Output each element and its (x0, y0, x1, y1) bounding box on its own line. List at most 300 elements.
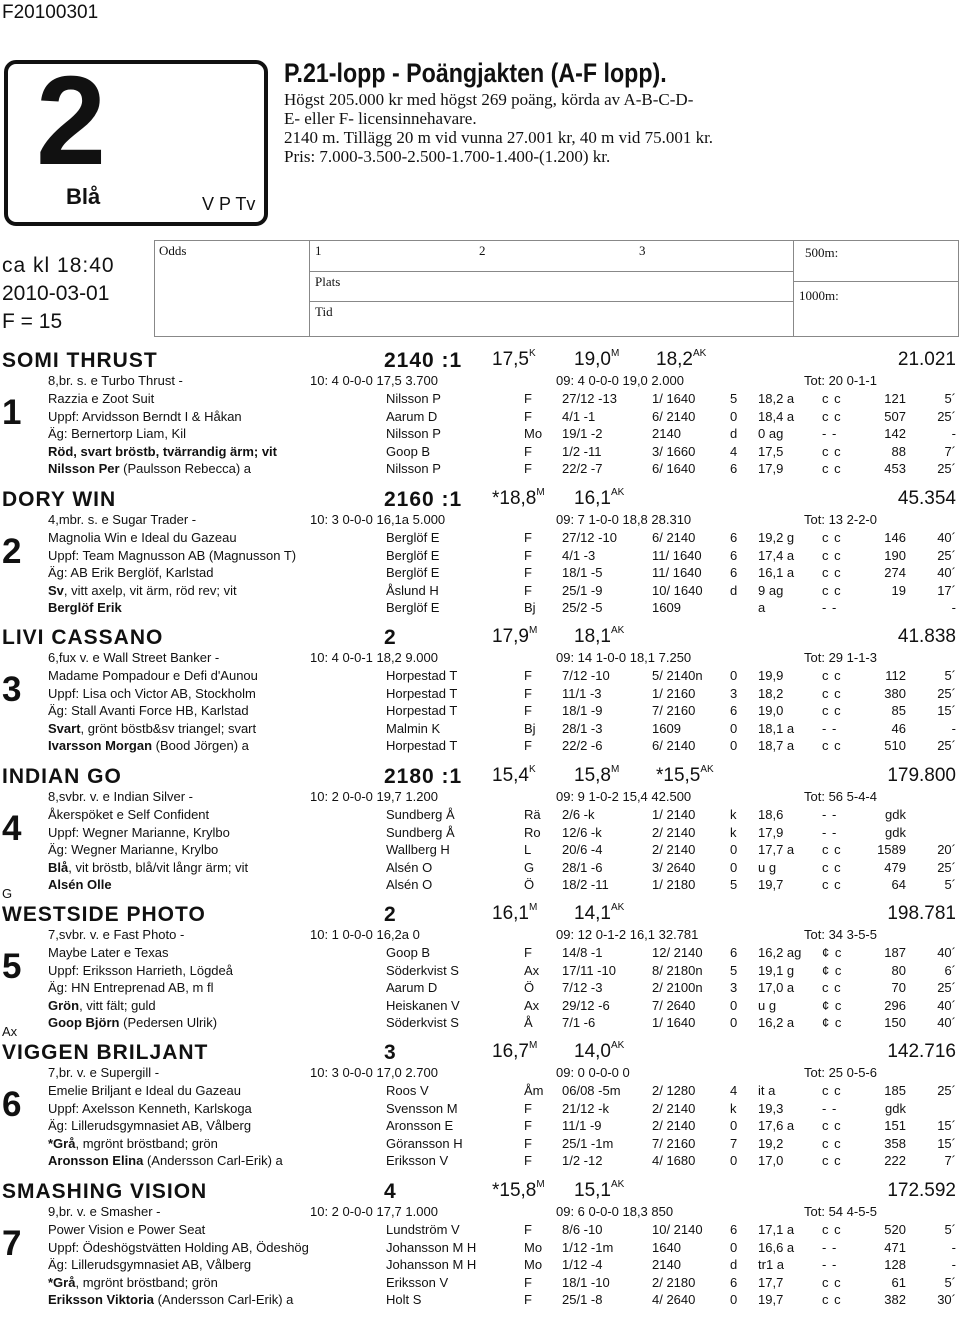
form-line (0, 530, 960, 548)
pedigree: 4,mbr. s. e Sugar Trader - (48, 512, 197, 527)
odds: 507 (884, 408, 906, 424)
prize: 15´ (937, 1118, 956, 1134)
line-text: Uppf: Axelsson Kenneth, Karlskoga (48, 1100, 252, 1116)
stats-2009: 09: 14 1-0-0 18,1 7.250 (556, 650, 692, 665)
odds: 471 (884, 1239, 906, 1255)
earnings: 179.800 (887, 765, 956, 786)
shoe-icon: ¢ c (822, 945, 843, 960)
distance-post: 3 (384, 1041, 397, 1064)
line-text: Äg: Bernertorp Liam, Kil (48, 426, 187, 442)
record-1: $*15,8^M$ (492, 1179, 545, 1201)
race-date: 1/12 -1m (562, 1239, 614, 1255)
line-text: Ivarsson Morgan (Bood Jörgen) a (48, 738, 249, 754)
odds: 19 (891, 582, 906, 598)
placing-distance: 1609 (652, 600, 681, 616)
start-position: 0 (730, 842, 738, 858)
race-desc-line: 2140 m. Tillägg 20 m vid vunna 27.001 kr, 40 m vid 75.001 kr. (284, 128, 714, 147)
form-line (0, 1240, 960, 1258)
track: Åm (524, 1083, 544, 1098)
placing-distance: 2140 (652, 1257, 681, 1273)
form-line (0, 998, 960, 1016)
shoe-icon: c c (822, 1274, 842, 1290)
form-line (0, 1153, 960, 1171)
track: F (524, 685, 532, 701)
placing-distance: 2/ 2140 (652, 824, 696, 840)
record-1: $16,1^M$ (492, 902, 538, 924)
line-text: Nilsson Per (Paulsson Rebecca) a (48, 461, 252, 477)
stats-2009: 09: 12 0-1-2 16,1 32.781 (556, 927, 699, 942)
shoe-icon: c c (822, 530, 842, 545)
prize: 5´ (944, 1274, 956, 1290)
starter-block (0, 488, 960, 627)
earnings: 198.781 (887, 903, 956, 924)
km-time: 19,9 (758, 668, 784, 683)
km-time: 18,7 a (758, 738, 795, 754)
starter-block (0, 765, 960, 904)
plats-label: Plats (315, 274, 341, 289)
race-date: 25/1 -9 (562, 582, 603, 598)
track: F (524, 1222, 532, 1237)
start-position: 5 (730, 962, 738, 978)
start-position: 3 (730, 980, 738, 996)
start-number: 2 (2, 532, 22, 571)
form-line (0, 825, 960, 843)
race-date: 17/11 -10 (562, 962, 616, 978)
stats-total: Tot: 25 0-5-6 (804, 1065, 877, 1080)
driver: Nilsson P (386, 426, 441, 442)
form-line (0, 409, 960, 427)
driver: Johansson M H (386, 1257, 477, 1273)
form-line (0, 1257, 960, 1275)
odds: 80 (891, 962, 906, 978)
km-time: 19,2 g (758, 530, 795, 545)
track: Ö (524, 980, 535, 996)
pedigree: 8,br. s. e Turbo Thrust - (48, 373, 183, 388)
odds: 64 (891, 877, 906, 893)
placing-distance: 1/ 1640 (652, 391, 696, 406)
start-position: 0 (730, 1292, 738, 1308)
form-line (0, 945, 960, 963)
shoe-icon: c c (822, 547, 842, 563)
race-description (284, 90, 713, 166)
shoe-icon: c c (822, 582, 842, 598)
race-desc-line: Högst 205.000 kr med högst 269 poäng, körda av A-B-C-D- (284, 90, 694, 109)
stats-2009: 09: 7 1-0-0 18,8 28.310 (556, 512, 692, 527)
placing-distance: 2/ 2140 (652, 1100, 696, 1116)
km-time: 17,9 (758, 824, 784, 840)
shoe-icon: c c (822, 1292, 842, 1308)
race-date: 1/12 -4 (562, 1257, 603, 1273)
stats-total: Tot: 56 5-4-4 (804, 789, 877, 804)
place-1-label: 1 (315, 243, 322, 258)
track: F (524, 1292, 532, 1308)
record-1: $*18,8^M$ (492, 487, 545, 509)
track: F (524, 1153, 532, 1169)
prize: 5´ (944, 1222, 956, 1237)
pedigree: 6,fux v. e Wall Street Banker - (48, 650, 220, 665)
odds: 46 (891, 720, 906, 736)
km-time: 0 ag (758, 426, 784, 442)
odds: 520 (884, 1222, 906, 1237)
race-date: 8/6 -10 (562, 1222, 603, 1237)
form-line (0, 1275, 960, 1293)
race-date: 7/12 -10 (562, 668, 610, 683)
km-time: 19,0 (758, 703, 784, 719)
record-2: $19,0^M$ (574, 348, 620, 370)
shoe-icon: c c (822, 565, 842, 581)
km-time: 18,4 a (758, 408, 795, 424)
race-info (2, 252, 115, 336)
shoe-icon: - - (822, 600, 838, 616)
race-date: 20/6 -4 (562, 842, 603, 858)
form-line (0, 1136, 960, 1154)
km-time: a (758, 600, 766, 616)
prize: 40´ (937, 997, 956, 1013)
track: F (524, 530, 532, 545)
start-number: 4 (2, 809, 22, 848)
km-time: it a (758, 1083, 776, 1098)
driver: Heiskanen V (386, 997, 460, 1013)
record-2: $14,1^{AK}$ (574, 902, 625, 924)
odds: 88 (891, 443, 906, 459)
record-3: $18,2^{AK}$ (656, 348, 707, 370)
race-date: 14/8 -1 (562, 945, 603, 960)
line-text: Grön, vitt fält; guld (48, 997, 156, 1013)
start-position: 0 (730, 720, 738, 736)
placing-distance: 7/ 2160 (652, 703, 696, 719)
stats-total: Tot: 20 0-1-1 (804, 373, 877, 388)
track: Ax (524, 962, 540, 978)
prize: - (951, 1257, 956, 1273)
page-code: F20100301 (2, 2, 99, 23)
start-position: 6 (730, 945, 738, 960)
driver: Eriksson V (386, 1153, 449, 1169)
odds: gdk (885, 807, 906, 822)
form-line (0, 1118, 960, 1136)
form-line (0, 1015, 960, 1033)
form-line (0, 860, 960, 878)
race-date: 22/2 -7 (562, 461, 603, 477)
race-desc-line: Pris: 7.000-3.500-2.500-1.700-1.400-(1.200) kr. (284, 147, 611, 166)
placing-distance: 2/ 1280 (652, 1083, 696, 1098)
shoe-icon: c c (822, 685, 842, 701)
track: F (524, 547, 532, 563)
driver: Söderkvist S (386, 1015, 459, 1031)
driver: Berglöf E (386, 547, 440, 563)
race-date: 27/12 -13 (562, 391, 617, 406)
km-time: 18,2 a (758, 391, 795, 406)
odds: gdk (885, 824, 906, 840)
lane-box (4, 50, 268, 226)
placing-distance: 4/ 2640 (652, 1292, 696, 1308)
line-text: Äg: Wegner Marianne, Krylbo (48, 842, 219, 858)
start-position: k (730, 824, 737, 840)
prize: 40´ (937, 530, 956, 545)
race-date: 7/1 -6 (562, 1015, 596, 1031)
race-date: 4/1 -3 (562, 547, 596, 563)
km-time: 16,1 a (758, 565, 795, 581)
start-position: 6 (730, 1274, 738, 1290)
form-line (0, 980, 960, 998)
prize: 20´ (937, 842, 956, 858)
odds: 70 (891, 980, 906, 996)
start-position: 6 (730, 703, 738, 719)
km-time: 18,2 (758, 685, 784, 701)
stats-total: Tot: 54 4-5-5 (804, 1204, 877, 1219)
odds-grid (154, 240, 959, 337)
stats-2010: 10: 1 0-0-0 16,2a 0 (310, 927, 420, 942)
placing-distance: 1609 (652, 720, 681, 736)
shoe-icon: c c (822, 859, 842, 875)
odds: 453 (884, 461, 906, 477)
form-line (0, 686, 960, 704)
start-position: 5 (730, 877, 738, 893)
race-date: 19/1 -2 (562, 426, 603, 442)
track: F (524, 945, 532, 960)
race-date: 18/1 -10 (562, 1274, 610, 1290)
stats-total: Tot: 34 3-5-5 (804, 927, 877, 942)
bet-types: V P Tv (202, 194, 256, 214)
record-1: $16,7^M$ (492, 1040, 538, 1062)
horse-name: WESTSIDE PHOTO (2, 903, 206, 926)
shoe-icon: c c (822, 1222, 842, 1237)
placing-distance: 4/ 1680 (652, 1153, 696, 1169)
driver: Aarum D (386, 408, 438, 424)
line-text: Uppf: Wegner Marianne, Krylbo (48, 824, 230, 840)
placing-distance: 1/ 2140 (652, 807, 696, 822)
prize: 25´ (937, 738, 956, 754)
placing-distance: 1640 (652, 1239, 681, 1255)
race-date: 21/12 -k (562, 1100, 609, 1116)
form-line (0, 600, 960, 618)
race-date: 4/1 -1 (562, 408, 596, 424)
odds: 128 (884, 1257, 906, 1273)
line-text: Äg: Stall Avanti Force HB, Karlstad (48, 703, 249, 719)
stats-2010: 10: 3 0-0-0 17,0 2.700 (310, 1065, 438, 1080)
start-position: 3 (730, 685, 738, 701)
km-time: 17,4 a (758, 547, 795, 563)
track: Rä (524, 807, 541, 822)
line-text: Razzia e Zoot Suit (48, 391, 155, 406)
form-line (0, 963, 960, 981)
race-date: 25/1 -1m (562, 1135, 614, 1151)
start-position: k (730, 1100, 737, 1116)
odds-label: Odds (159, 243, 187, 258)
race-date: 11/1 -9 (562, 1118, 602, 1134)
odds: 185 (884, 1083, 906, 1098)
race-date: 25/1 -8 (562, 1292, 603, 1308)
form-line (0, 461, 960, 479)
shoe-icon: c c (822, 877, 842, 893)
driver: Alsén O (386, 877, 433, 893)
start-number: 7 (2, 1224, 22, 1263)
record-1: $17,9^M$ (492, 625, 538, 647)
form-line (0, 1083, 960, 1101)
stats-2009: 09: 0 0-0-0 0 (556, 1065, 630, 1080)
placing-distance: 3/ 1660 (652, 443, 696, 459)
km-time: 16,2 ag (758, 945, 802, 960)
driver: Alsén O (386, 859, 433, 875)
line-text: Aronsson Elina (Andersson Carl-Erik) a (48, 1153, 283, 1169)
stats-2010: 10: 4 0-0-1 18,2 9.000 (310, 650, 438, 665)
stats-2010: 10: 2 0-0-0 19,7 1.200 (310, 789, 438, 804)
distance-post: 2140 :1 (384, 349, 463, 372)
record-2: $15,1^{AK}$ (574, 1179, 625, 1201)
start-position: 0 (730, 1239, 738, 1255)
km-time: 17,7 (758, 1274, 784, 1290)
odds: 190 (884, 547, 906, 563)
track: G (524, 859, 535, 875)
line-text: Röd, svart bröstb, tvärrandig ärm; vit (48, 443, 277, 459)
track: Ö (524, 877, 535, 893)
driver: Aarum D (386, 980, 438, 996)
start-position: 0 (730, 859, 738, 875)
placing-distance: 2/ 2140 (652, 1118, 696, 1134)
km-time: 16,2 a (758, 1015, 795, 1031)
form-line (0, 444, 960, 462)
shoe-icon: c c (822, 1118, 842, 1134)
prize: 5´ (944, 668, 956, 683)
race-date: 12/6 -k (562, 824, 602, 840)
shoe-icon: c c (822, 980, 842, 996)
distance-post: 2160 :1 (384, 488, 463, 511)
driver: Sundberg Å (386, 824, 455, 840)
odds: 222 (884, 1153, 906, 1169)
km-time: 17,5 (758, 443, 784, 459)
track: Å (524, 1015, 533, 1031)
record-2: $16,1^{AK}$ (574, 487, 625, 509)
km-time: 16,6 a (758, 1239, 795, 1255)
distance-post: 2 (384, 626, 397, 649)
track: Mo (524, 1257, 543, 1273)
prize: 7´ (944, 1153, 956, 1169)
shoe-icon: - - (822, 720, 838, 736)
odds: gdk (885, 1100, 906, 1116)
record-2: $15,8^M$ (574, 764, 620, 786)
m500-label: 500m: (805, 245, 839, 260)
start-position: 6 (730, 1222, 738, 1237)
shoe-icon: - - (822, 1100, 838, 1116)
form-line (0, 1292, 960, 1310)
km-time: 9 ag (758, 582, 784, 598)
odds: 510 (884, 738, 906, 754)
shoe-icon: c c (822, 391, 842, 406)
pedigree: 7,svbr. v. e Fast Photo - (48, 927, 185, 942)
track: Mo (524, 1239, 543, 1255)
start-position: 6 (730, 565, 738, 581)
line-text: Uppf: Lisa och Victor AB, Stockholm (48, 685, 256, 701)
driver: Sundberg Å (386, 807, 455, 822)
shoe-icon: c c (822, 1153, 842, 1169)
odds: 151 (884, 1118, 906, 1134)
start-number: 3 (2, 670, 22, 709)
driver: Nilsson P (386, 391, 441, 406)
form-line (0, 426, 960, 444)
prize: 30´ (937, 1292, 956, 1308)
form-line (0, 738, 960, 756)
driver: Holt S (386, 1292, 422, 1308)
driver: Horpestad T (386, 738, 458, 754)
driver: Johansson M H (386, 1239, 477, 1255)
pedigree: 8,svbr. v. e Indian Silver - (48, 789, 193, 804)
line-text: Maybe Later e Texas (48, 945, 169, 960)
line-text: Alsén Olle (48, 877, 112, 893)
odds: 382 (884, 1292, 906, 1308)
line-text: Magnolia Win e Ideal du Gazeau (48, 530, 237, 545)
prize: 25´ (937, 408, 956, 424)
driver: Svensson M (386, 1100, 458, 1116)
line-text: Madame Pompadour e Defi d'Aunou (48, 668, 258, 683)
race-date: 27/12 -10 (562, 530, 617, 545)
km-time: 17,0 a (758, 980, 795, 996)
driver: Horpestad T (386, 668, 458, 683)
race-date: 29/12 -6 (562, 997, 610, 1013)
track: F (524, 703, 532, 719)
start-position: 7 (730, 1135, 738, 1151)
prize: 5´ (944, 877, 956, 893)
placing-distance: 1/ 2160 (652, 685, 696, 701)
km-time: u g (758, 859, 777, 875)
license-code: G (2, 886, 13, 901)
shoe-icon: - - (822, 426, 838, 442)
form-line (0, 721, 960, 739)
odds: 479 (884, 859, 906, 875)
driver: Nilsson P (386, 461, 441, 477)
start-position: 0 (730, 1153, 738, 1169)
pedigree: 9,br. v. e Smasher - (48, 1204, 161, 1219)
race-date: 06/08 -5m (562, 1083, 621, 1098)
record-1: $17,5^K$ (492, 348, 536, 370)
prize: 6´ (944, 962, 956, 978)
race-date: 18/2 -11 (562, 877, 609, 893)
earnings: 41.838 (897, 626, 956, 647)
line-text: *Grå, mgrönt bröstband; grön (48, 1135, 218, 1151)
starter-block (0, 1180, 960, 1319)
race-date: 18/1 -9 (562, 703, 603, 719)
placing-distance: 5/ 2140n (652, 668, 703, 683)
start-position: 0 (730, 1015, 738, 1031)
prize: - (951, 1239, 956, 1255)
odds: 380 (884, 685, 906, 701)
shoe-icon: c c (822, 1083, 842, 1098)
race-date: 2010-03-01 (2, 282, 110, 305)
placing-distance: 1/ 2180 (652, 877, 696, 893)
track: F (524, 1274, 532, 1290)
start-position: 6 (730, 547, 738, 563)
shoe-icon: c c (822, 703, 842, 719)
tid-label: Tid (315, 304, 333, 319)
race-date: 22/2 -6 (562, 738, 603, 754)
driver: Berglöf E (386, 600, 440, 616)
placing-distance: 2/ 2100n (652, 980, 703, 996)
odds: 296 (884, 997, 906, 1013)
race-date: 2/6 -k (562, 807, 595, 822)
place-2-label: 2 (479, 243, 486, 258)
stats-2009: 09: 4 0-0-0 19,0 2.000 (556, 373, 684, 388)
form-line (0, 877, 960, 895)
track: F (524, 1135, 532, 1151)
driver: Åslund H (386, 582, 439, 598)
lane-color: Blå (66, 184, 101, 209)
start-position: d (730, 1257, 738, 1273)
start-position: k (730, 807, 737, 822)
race-date: 28/1 -6 (562, 859, 603, 875)
odds: 142 (884, 426, 906, 442)
track: Bj (524, 720, 536, 736)
prize: - (951, 720, 956, 736)
line-text: Äg: Lillerudsgymnasiet AB, Vålberg (48, 1118, 252, 1134)
placing-distance: 2/ 2180 (652, 1274, 696, 1290)
